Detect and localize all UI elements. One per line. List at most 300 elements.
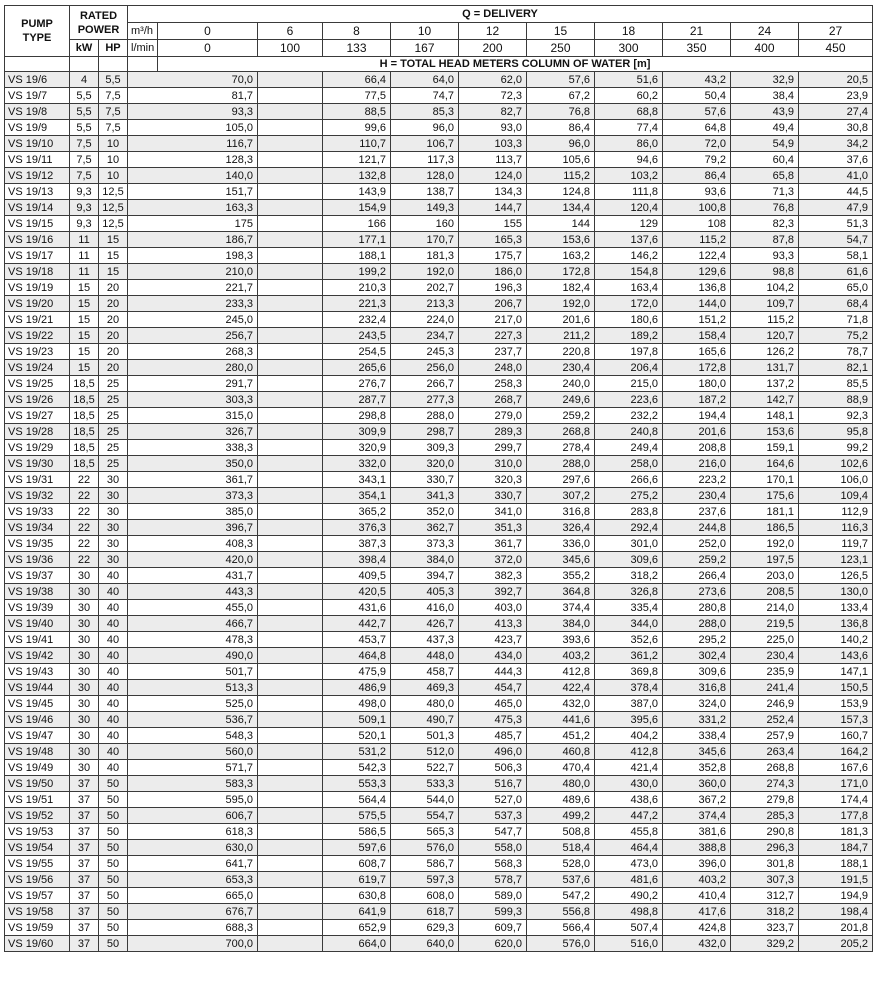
head-cell: 350,0 — [128, 456, 258, 472]
head-cell: 341,0 — [459, 504, 527, 520]
delivery-m3h-value: 24 — [731, 23, 799, 40]
head-cell: 576,0 — [391, 840, 459, 856]
delivery-m3h-value: 6 — [258, 23, 323, 40]
head-cell: 288,0 — [391, 408, 459, 424]
kw-cell: 11 — [70, 232, 99, 248]
head-cell: 20,5 — [799, 72, 873, 88]
head-cell: 285,3 — [731, 808, 799, 824]
head-cell: 466,7 — [128, 616, 258, 632]
head-cell-blank — [258, 312, 323, 328]
head-cell: 513,3 — [128, 680, 258, 696]
head-cell: 542,3 — [323, 760, 391, 776]
head-cell: 249,4 — [595, 440, 663, 456]
head-cell: 430,0 — [595, 776, 663, 792]
head-cell: 618,7 — [391, 904, 459, 920]
head-cell: 199,2 — [323, 264, 391, 280]
head-cell: 191,5 — [799, 872, 873, 888]
head-cell: 99,2 — [799, 440, 873, 456]
table-row — [5, 600, 873, 616]
head-cell: 62,0 — [459, 72, 527, 88]
head-cell: 27,4 — [799, 104, 873, 120]
head-cell: 180,0 — [663, 376, 731, 392]
pump-type-label-2: TYPE — [22, 32, 52, 44]
head-cell: 105,0 — [128, 120, 258, 136]
head-cell: 103,2 — [595, 168, 663, 184]
head-cell: 165,6 — [663, 344, 731, 360]
hp-cell: 15 — [99, 232, 128, 248]
pump-type-cell: VS 19/10 — [5, 136, 70, 152]
delivery-m3h-value: 10 — [391, 23, 459, 40]
head-cell: 384,0 — [527, 616, 595, 632]
head-cell: 108 — [663, 216, 731, 232]
head-cell: 86,4 — [527, 120, 595, 136]
head-cell: 374,4 — [663, 808, 731, 824]
head-cell: 136,8 — [799, 616, 873, 632]
head-cell: 51,3 — [799, 216, 873, 232]
head-cell: 57,6 — [663, 104, 731, 120]
hp-header: HP — [99, 40, 128, 57]
pump-type-cell: VS 19/58 — [5, 904, 70, 920]
head-cell: 214,0 — [731, 600, 799, 616]
head-cell: 230,4 — [731, 648, 799, 664]
head-cell: 263,4 — [731, 744, 799, 760]
head-cell-blank — [258, 616, 323, 632]
head-cell: 460,8 — [527, 744, 595, 760]
head-cell: 174,4 — [799, 792, 873, 808]
head-cell: 332,0 — [323, 456, 391, 472]
head-cell: 420,5 — [323, 584, 391, 600]
kw-cell: 30 — [70, 696, 99, 712]
head-cell: 518,4 — [527, 840, 595, 856]
head-cell: 373,3 — [128, 488, 258, 504]
table-row — [5, 232, 873, 248]
head-cell: 289,3 — [459, 424, 527, 440]
head-cell: 266,7 — [391, 376, 459, 392]
pump-type-cell: VS 19/39 — [5, 600, 70, 616]
head-cell: 469,3 — [391, 680, 459, 696]
table-row — [5, 456, 873, 472]
head-cell: 243,5 — [323, 328, 391, 344]
head-cell: 210,0 — [128, 264, 258, 280]
head-cell: 120,7 — [731, 328, 799, 344]
table-row — [5, 88, 873, 104]
head-cell-blank — [258, 712, 323, 728]
head-cell: 99,6 — [323, 120, 391, 136]
head-cell: 126,5 — [799, 568, 873, 584]
head-cell: 403,2 — [527, 648, 595, 664]
head-cell: 72,3 — [459, 88, 527, 104]
head-cell: 629,3 — [391, 920, 459, 936]
head-cell: 576,0 — [527, 936, 595, 952]
head-cell: 537,3 — [459, 808, 527, 824]
head-cell: 364,8 — [527, 584, 595, 600]
hp-cell: 30 — [99, 472, 128, 488]
pump-type-cell: VS 19/54 — [5, 840, 70, 856]
head-cell: 338,3 — [128, 440, 258, 456]
table-row — [5, 856, 873, 872]
head-cell: 307,2 — [527, 488, 595, 504]
table-row — [5, 200, 873, 216]
head-cell: 65,0 — [799, 280, 873, 296]
head-cell-blank — [258, 296, 323, 312]
head-cell: 81,7 — [128, 88, 258, 104]
delivery-m3h-value: 12 — [459, 23, 527, 40]
hp-cell: 40 — [99, 696, 128, 712]
head-cell: 151,2 — [663, 312, 731, 328]
hp-cell: 50 — [99, 808, 128, 824]
head-cell: 144 — [527, 216, 595, 232]
head-cell-blank — [258, 536, 323, 552]
head-cell: 86,4 — [663, 168, 731, 184]
head-cell: 444,3 — [459, 664, 527, 680]
head-cell: 464,4 — [595, 840, 663, 856]
head-cell: 206,4 — [595, 360, 663, 376]
head-cell: 201,8 — [799, 920, 873, 936]
head-cell: 361,7 — [128, 472, 258, 488]
head-cell-blank — [258, 200, 323, 216]
head-cell: 119,7 — [799, 536, 873, 552]
head-cell: 528,0 — [527, 856, 595, 872]
kw-cell: 30 — [70, 680, 99, 696]
head-cell: 297,6 — [527, 472, 595, 488]
kw-cell: 37 — [70, 792, 99, 808]
head-cell: 248,0 — [459, 360, 527, 376]
kw-header: kW — [70, 40, 99, 57]
head-cell: 158,4 — [663, 328, 731, 344]
head-cell: 170,1 — [731, 472, 799, 488]
hp-cell: 40 — [99, 680, 128, 696]
pump-type-cell: VS 19/22 — [5, 328, 70, 344]
table-row — [5, 776, 873, 792]
head-cell: 181,3 — [391, 248, 459, 264]
head-cell: 498,8 — [595, 904, 663, 920]
head-cell: 71,8 — [799, 312, 873, 328]
head-cell: 32,9 — [731, 72, 799, 88]
head-cell: 166 — [323, 216, 391, 232]
head-cell: 44,5 — [799, 184, 873, 200]
table-row — [5, 328, 873, 344]
table-row — [5, 264, 873, 280]
pump-type-cell: VS 19/56 — [5, 872, 70, 888]
head-cell: 404,2 — [595, 728, 663, 744]
pump-type-cell: VS 19/29 — [5, 440, 70, 456]
pump-type-cell: VS 19/59 — [5, 920, 70, 936]
head-cell-blank — [258, 728, 323, 744]
unit-m3h: m³/h — [128, 23, 158, 40]
head-cell-blank — [258, 664, 323, 680]
head-cell: 288,0 — [527, 456, 595, 472]
head-cell: 653,3 — [128, 872, 258, 888]
head-cell: 160 — [391, 216, 459, 232]
head-cell: 85,5 — [799, 376, 873, 392]
head-cell: 34,2 — [799, 136, 873, 152]
head-cell: 146,2 — [595, 248, 663, 264]
delivery-lmin-value: 133 — [323, 40, 391, 57]
head-cell: 507,4 — [595, 920, 663, 936]
table-row — [5, 696, 873, 712]
table-row — [5, 472, 873, 488]
head-cell: 393,6 — [527, 632, 595, 648]
head-cell: 508,8 — [527, 824, 595, 840]
head-cell-blank — [258, 472, 323, 488]
head-cell: 520,1 — [323, 728, 391, 744]
head-cell: 88,9 — [799, 392, 873, 408]
head-cell: 177,8 — [799, 808, 873, 824]
head-cell: 60,4 — [731, 152, 799, 168]
kw-cell: 18,5 — [70, 376, 99, 392]
head-cell: 560,0 — [128, 744, 258, 760]
kw-cell: 37 — [70, 856, 99, 872]
hp-cell: 10 — [99, 168, 128, 184]
head-cell: 329,2 — [731, 936, 799, 952]
head-cell-blank — [258, 888, 323, 904]
hp-cell: 20 — [99, 312, 128, 328]
pump-type-cell: VS 19/32 — [5, 488, 70, 504]
head-cell: 124,0 — [459, 168, 527, 184]
head-cell: 186,5 — [731, 520, 799, 536]
head-cell: 140,0 — [128, 168, 258, 184]
head-cell: 224,0 — [391, 312, 459, 328]
table-row — [5, 248, 873, 264]
table-row — [5, 712, 873, 728]
head-cell: 606,7 — [128, 808, 258, 824]
table-row — [5, 120, 873, 136]
head-cell: 412,8 — [595, 744, 663, 760]
head-cell: 291,7 — [128, 376, 258, 392]
head-cell-blank — [258, 344, 323, 360]
head-cell: 171,0 — [799, 776, 873, 792]
head-cell: 95,8 — [799, 424, 873, 440]
table-row — [5, 360, 873, 376]
head-cell: 498,0 — [323, 696, 391, 712]
table-row — [5, 104, 873, 120]
table-body — [5, 72, 873, 952]
hp-cell: 25 — [99, 392, 128, 408]
head-cell: 103,3 — [459, 136, 527, 152]
head-cell: 599,3 — [459, 904, 527, 920]
head-cell: 273,6 — [663, 584, 731, 600]
head-cell: 608,0 — [391, 888, 459, 904]
head-cell: 527,0 — [459, 792, 527, 808]
head-cell: 133,4 — [799, 600, 873, 616]
head-cell: 323,7 — [731, 920, 799, 936]
pump-type-cell: VS 19/28 — [5, 424, 70, 440]
head-cell-blank — [258, 632, 323, 648]
head-cell: 278,4 — [527, 440, 595, 456]
kw-cell: 30 — [70, 728, 99, 744]
head-cell: 192,0 — [527, 296, 595, 312]
head-cell: 77,4 — [595, 120, 663, 136]
head-cell: 437,3 — [391, 632, 459, 648]
pump-type-cell: VS 19/30 — [5, 456, 70, 472]
pump-type-cell: VS 19/14 — [5, 200, 70, 216]
head-cell: 382,3 — [459, 568, 527, 584]
head-cell: 258,3 — [459, 376, 527, 392]
pump-type-cell: VS 19/60 — [5, 936, 70, 952]
pump-type-cell: VS 19/35 — [5, 536, 70, 552]
kw-cell: 11 — [70, 264, 99, 280]
table-row — [5, 312, 873, 328]
head-cell: 208,5 — [731, 584, 799, 600]
kw-cell: 18,5 — [70, 456, 99, 472]
table-row — [5, 648, 873, 664]
head-cell-blank — [258, 904, 323, 920]
head-cell: 257,9 — [731, 728, 799, 744]
head-cell: 568,3 — [459, 856, 527, 872]
hp-cell: 5,5 — [99, 72, 128, 88]
pump-type-cell: VS 19/9 — [5, 120, 70, 136]
hp-cell: 20 — [99, 328, 128, 344]
head-cell: 205,2 — [799, 936, 873, 952]
pump-type-cell: VS 19/7 — [5, 88, 70, 104]
head-cell: 478,3 — [128, 632, 258, 648]
pump-type-cell: VS 19/19 — [5, 280, 70, 296]
pump-type-cell: VS 19/52 — [5, 808, 70, 824]
hp-cell: 30 — [99, 520, 128, 536]
head-cell: 558,0 — [459, 840, 527, 856]
head-cell: 60,2 — [595, 88, 663, 104]
head-cell: 122,4 — [663, 248, 731, 264]
kw-cell: 11 — [70, 248, 99, 264]
head-cell: 381,6 — [663, 824, 731, 840]
head-cell-blank — [258, 584, 323, 600]
head-cell: 547,2 — [527, 888, 595, 904]
head-cell: 398,4 — [323, 552, 391, 568]
head-cell: 175,7 — [459, 248, 527, 264]
head-cell: 23,9 — [799, 88, 873, 104]
head-cell-blank — [258, 936, 323, 952]
head-cell: 189,2 — [595, 328, 663, 344]
head-cell: 106,7 — [391, 136, 459, 152]
head-cell: 197,8 — [595, 344, 663, 360]
head-cell: 131,7 — [731, 360, 799, 376]
head-cell: 373,3 — [391, 536, 459, 552]
hp-cell: 20 — [99, 344, 128, 360]
hp-cell: 50 — [99, 936, 128, 952]
head-cell: 630,8 — [323, 888, 391, 904]
head-cell: 438,6 — [595, 792, 663, 808]
head-cell: 65,8 — [731, 168, 799, 184]
delivery-lmin-value: 400 — [731, 40, 799, 57]
head-cell: 79,2 — [663, 152, 731, 168]
head-cell: 196,3 — [459, 280, 527, 296]
head-cell: 351,3 — [459, 520, 527, 536]
head-cell: 233,3 — [128, 296, 258, 312]
kw-cell: 37 — [70, 840, 99, 856]
head-cell: 641,7 — [128, 856, 258, 872]
head-cell: 287,7 — [323, 392, 391, 408]
head-cell: 76,8 — [731, 200, 799, 216]
head-cell: 120,4 — [595, 200, 663, 216]
head-cell: 279,8 — [731, 792, 799, 808]
head-cell: 441,6 — [527, 712, 595, 728]
head-cell: 88,5 — [323, 104, 391, 120]
pump-type-cell: VS 19/37 — [5, 568, 70, 584]
head-cell: 421,4 — [595, 760, 663, 776]
head-cell: 110,7 — [323, 136, 391, 152]
head-cell: 167,6 — [799, 760, 873, 776]
head-cell: 186,0 — [459, 264, 527, 280]
head-cell: 326,7 — [128, 424, 258, 440]
kw-cell: 4 — [70, 72, 99, 88]
kw-cell: 15 — [70, 280, 99, 296]
hp-cell: 30 — [99, 536, 128, 552]
head-cell: 254,5 — [323, 344, 391, 360]
head-cell: 87,8 — [731, 232, 799, 248]
head-cell-blank — [258, 360, 323, 376]
head-cell: 608,7 — [323, 856, 391, 872]
kw-cell: 30 — [70, 568, 99, 584]
head-cell: 295,2 — [663, 632, 731, 648]
head-cell: 245,3 — [391, 344, 459, 360]
head-cell: 345,6 — [527, 552, 595, 568]
head-cell: 116,3 — [799, 520, 873, 536]
head-cell: 215,0 — [595, 376, 663, 392]
head-cell-blank — [258, 168, 323, 184]
head-cell: 153,6 — [527, 232, 595, 248]
head-cell-blank — [258, 680, 323, 696]
head-cell-blank — [258, 120, 323, 136]
head-cell: 115,2 — [527, 168, 595, 184]
head-cell: 618,3 — [128, 824, 258, 840]
head-cell: 302,4 — [663, 648, 731, 664]
pump-type-cell: VS 19/8 — [5, 104, 70, 120]
table-row — [5, 408, 873, 424]
head-cell: 186,7 — [128, 232, 258, 248]
head-cell: 76,8 — [527, 104, 595, 120]
head-cell: 132,8 — [323, 168, 391, 184]
kw-cell: 30 — [70, 584, 99, 600]
head-cell: 396,0 — [663, 856, 731, 872]
head-cell: 536,7 — [128, 712, 258, 728]
head-cell: 374,4 — [527, 600, 595, 616]
head-cell: 330,7 — [459, 488, 527, 504]
kw-cell: 18,5 — [70, 424, 99, 440]
head-cell-blank — [258, 216, 323, 232]
pump-type-cell: VS 19/20 — [5, 296, 70, 312]
head-cell: 480,0 — [527, 776, 595, 792]
head-cell: 266,4 — [663, 568, 731, 584]
hp-cell: 30 — [99, 504, 128, 520]
head-cell: 394,7 — [391, 568, 459, 584]
kw-cell: 5,5 — [70, 120, 99, 136]
head-cell: 403,0 — [459, 600, 527, 616]
head-cell-blank — [258, 856, 323, 872]
head-cell: 93,3 — [128, 104, 258, 120]
hp-cell: 40 — [99, 760, 128, 776]
head-cell: 575,5 — [323, 808, 391, 824]
hp-cell: 50 — [99, 824, 128, 840]
head-cell: 412,8 — [527, 664, 595, 680]
kw-cell: 30 — [70, 632, 99, 648]
head-cell: 688,3 — [128, 920, 258, 936]
head-cell: 201,6 — [663, 424, 731, 440]
head-cell: 489,6 — [527, 792, 595, 808]
head-cell: 117,3 — [391, 152, 459, 168]
head-cell: 516,7 — [459, 776, 527, 792]
kw-cell: 5,5 — [70, 88, 99, 104]
head-cell: 249,6 — [527, 392, 595, 408]
head-cell: 165,3 — [459, 232, 527, 248]
head-cell: 268,8 — [731, 760, 799, 776]
head-cell: 216,0 — [663, 456, 731, 472]
head-cell: 422,4 — [527, 680, 595, 696]
head-cell: 424,8 — [663, 920, 731, 936]
table-row — [5, 424, 873, 440]
head-cell: 361,7 — [459, 536, 527, 552]
pump-type-cell: VS 19/6 — [5, 72, 70, 88]
pump-type-cell: VS 19/43 — [5, 664, 70, 680]
